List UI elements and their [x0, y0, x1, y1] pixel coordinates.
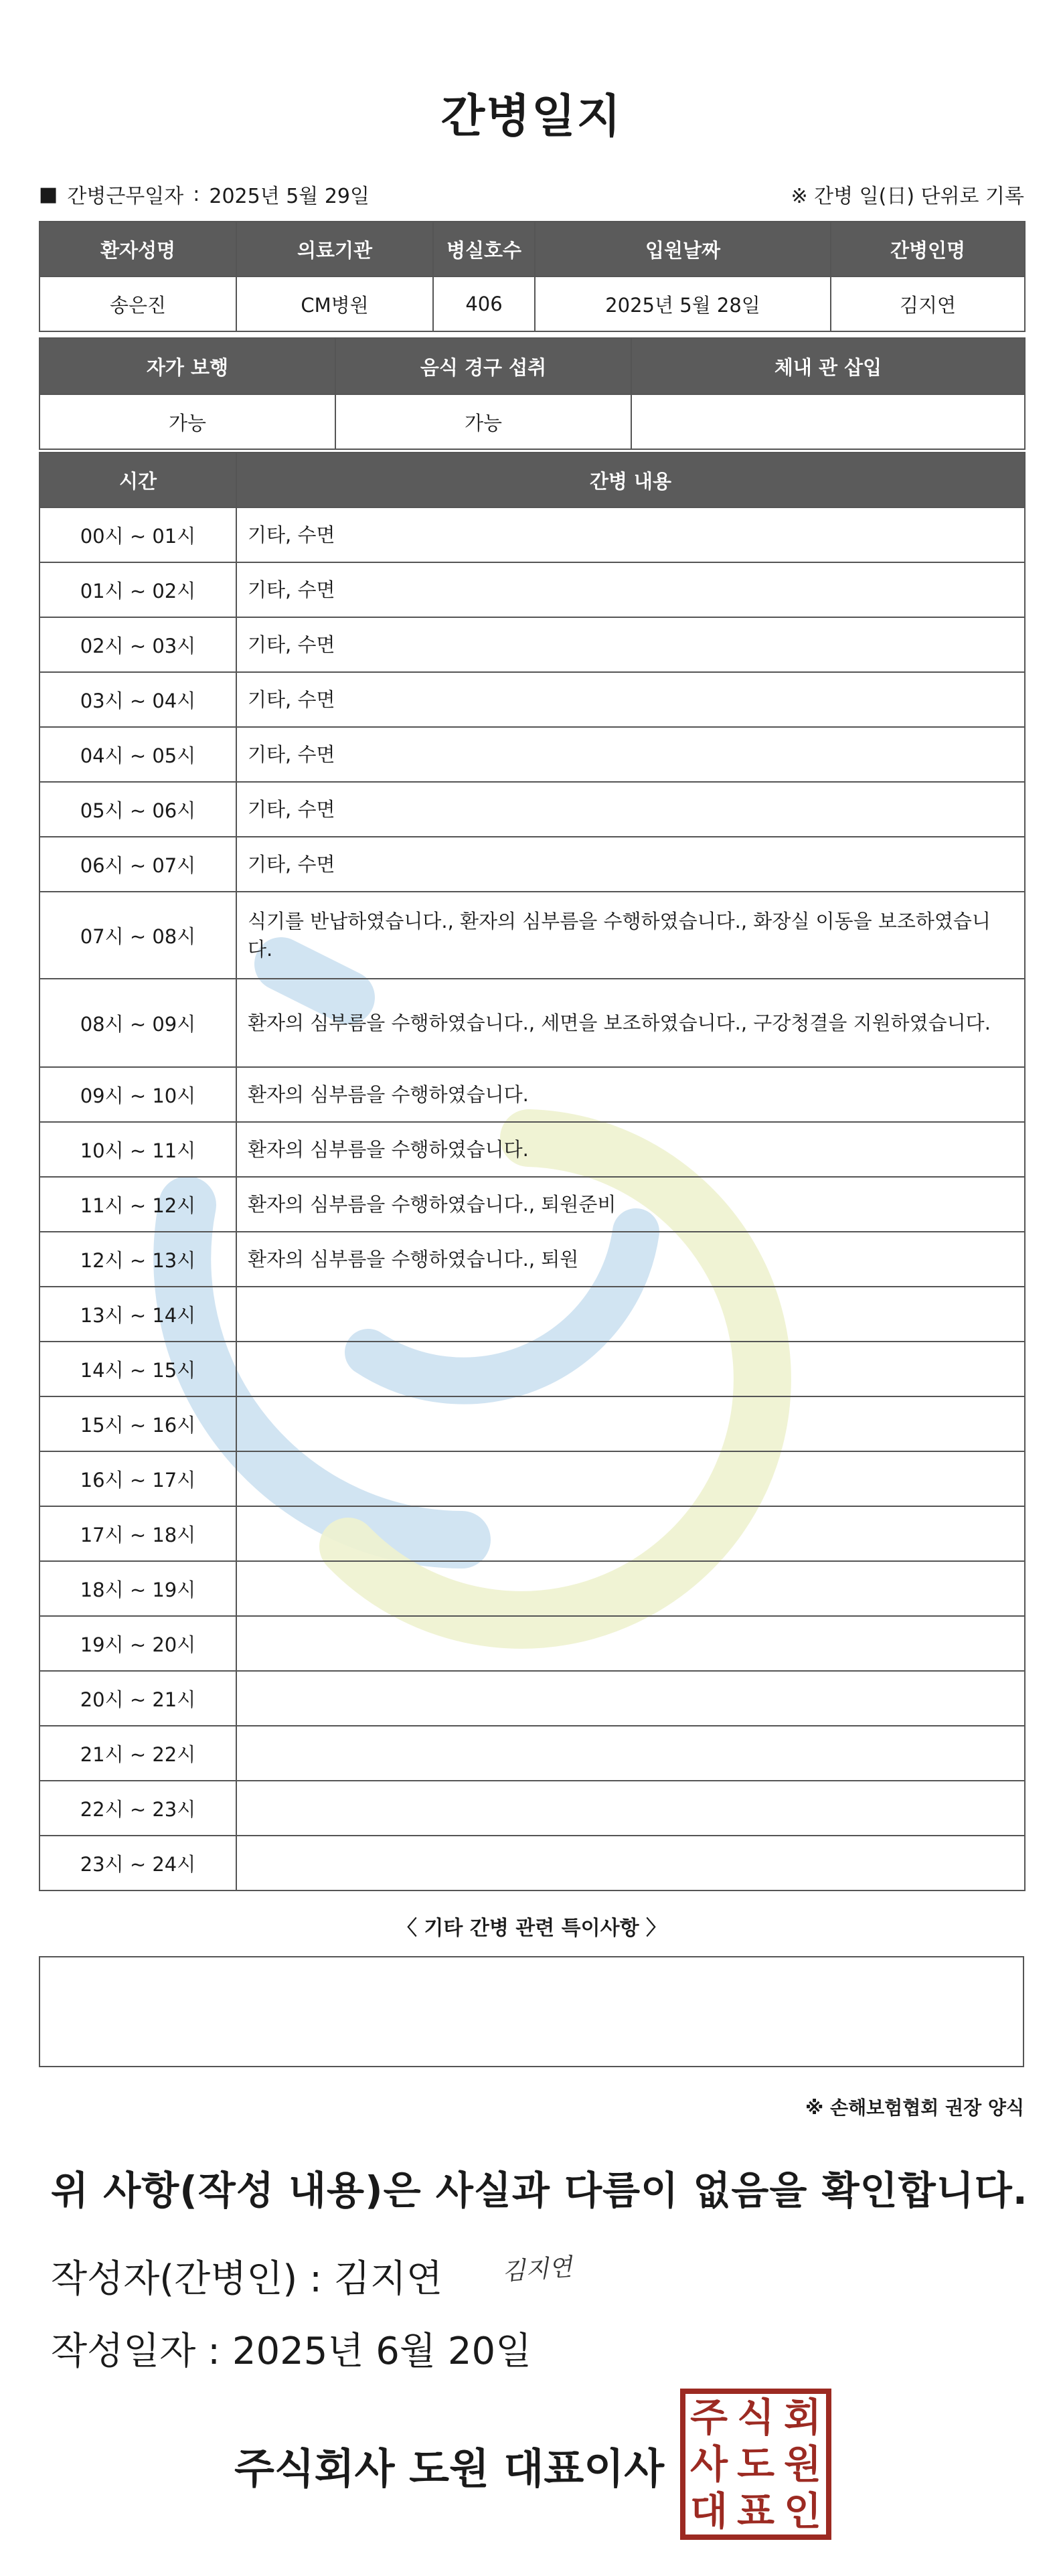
handwritten-signature: 김지연 — [501, 2253, 573, 2286]
header-walking: 자가 보행 — [39, 338, 335, 394]
time-cell: 20시 ~ 21시 — [39, 1671, 236, 1726]
time-cell: 22시 ~ 23시 — [39, 1781, 236, 1836]
header-tube: 체내 관 삽입 — [631, 338, 1025, 394]
content-cell: 기타, 수면 — [236, 837, 1025, 892]
work-date-label: 간병근무일자 — [67, 185, 184, 208]
table-row — [39, 562, 1025, 617]
time-cell: 02시 ~ 03시 — [39, 617, 236, 672]
record-note: ※ 간병 일(日) 단위로 기록 — [791, 185, 1024, 208]
content-cell — [236, 1671, 1025, 1726]
admission-date: 2025년 5월 28일 — [535, 276, 831, 331]
time-cell: 12시 ~ 13시 — [39, 1232, 236, 1287]
content-cell: 기타, 수면 — [236, 507, 1025, 562]
content-cell: 기타, 수면 — [236, 782, 1025, 837]
content-cell: 식기를 반납하였습니다., 환자의 심부름을 수행하였습니다., 화장실 이동을 보조하였습니다. — [236, 892, 1025, 979]
content-cell — [236, 1616, 1025, 1671]
content-cell — [236, 1561, 1025, 1616]
work-date-separator: : — [193, 182, 200, 206]
table-row — [39, 507, 1025, 562]
written-date-line — [51, 2322, 532, 2375]
header-time: 시간 — [39, 453, 236, 507]
header-oral-intake: 음식 경구 섭취 — [335, 338, 631, 394]
time-cell: 06시 ~ 07시 — [39, 837, 236, 892]
header-room: 병실호수 — [433, 222, 535, 276]
writer-name: 김지연 — [333, 2257, 443, 2301]
time-cell: 18시 ~ 19시 — [39, 1561, 236, 1616]
content-cell: 기타, 수면 — [236, 727, 1025, 782]
content-cell: 환자의 심부름을 수행하였습니다. — [236, 1122, 1025, 1177]
table-row — [39, 1067, 1025, 1122]
table-row — [39, 1726, 1025, 1781]
caregiver-name: 김지연 — [831, 276, 1025, 331]
time-cell: 14시 ~ 15시 — [39, 1342, 236, 1396]
content-cell: 기타, 수면 — [236, 617, 1025, 672]
square-marker: ■ — [39, 182, 58, 206]
written-date-value: 2025년 6월 20일 — [232, 2330, 532, 2373]
content-cell — [236, 1836, 1025, 1890]
time-cell: 01시 ~ 02시 — [39, 562, 236, 617]
time-cell: 05시 ~ 06시 — [39, 782, 236, 837]
work-date-value: 2025년 5월 29일 — [209, 185, 370, 208]
time-cell: 19시 ~ 20시 — [39, 1616, 236, 1671]
time-cell: 21시 ~ 22시 — [39, 1726, 236, 1781]
table-row — [39, 1177, 1025, 1232]
content-cell: 환자의 심부름을 수행하였습니다., 퇴원준비 — [236, 1177, 1025, 1232]
table-row — [39, 979, 1025, 1067]
table-row — [39, 617, 1025, 672]
table-row — [39, 782, 1025, 837]
written-date-label: 작성일자 : — [51, 2330, 221, 2373]
time-cell: 07시 ~ 08시 — [39, 892, 236, 979]
content-cell — [236, 1396, 1025, 1451]
content-cell — [236, 1726, 1025, 1781]
company-seal: 주 식 회 사 도 원 대 표 인 — [680, 2389, 831, 2540]
table-row — [39, 1396, 1025, 1451]
time-cell: 00시 ~ 01시 — [39, 507, 236, 562]
content-cell: 기타, 수면 — [236, 672, 1025, 727]
time-cell: 11시 ~ 12시 — [39, 1177, 236, 1232]
table-row — [39, 1122, 1025, 1177]
company-ceo: 주식회사 도원 대표이사 — [234, 2444, 665, 2493]
care-log-table — [39, 452, 1026, 1891]
document-title: 간병일지 — [440, 90, 623, 143]
writer-line — [51, 2249, 442, 2303]
oral-intake-value: 가능 — [335, 394, 631, 449]
content-cell — [236, 1781, 1025, 1836]
time-cell: 16시 ~ 17시 — [39, 1451, 236, 1506]
table-row — [39, 1781, 1025, 1836]
time-cell: 17시 ~ 18시 — [39, 1506, 236, 1561]
content-cell — [236, 1342, 1025, 1396]
time-cell: 10시 ~ 11시 — [39, 1122, 236, 1177]
table-row — [39, 1232, 1025, 1287]
confirm-statement: 위 사항(작성 내용)은 사실과 다름이 없음을 확인합니다. — [51, 2168, 1028, 2213]
patient-name: 송은진 — [39, 276, 236, 331]
work-date — [39, 179, 370, 209]
table-row — [39, 1451, 1025, 1506]
table-row — [39, 1671, 1025, 1726]
content-cell — [236, 1506, 1025, 1561]
header-content: 간병 내용 — [236, 453, 1025, 507]
recommend-note: ※ 손해보험협회 권장 양식 — [805, 2097, 1024, 2119]
room-number: 406 — [433, 276, 535, 331]
time-cell: 08시 ~ 09시 — [39, 979, 236, 1067]
table-row — [39, 1287, 1025, 1342]
time-cell: 09시 ~ 10시 — [39, 1067, 236, 1122]
content-cell: 환자의 심부름을 수행하였습니다., 세면을 보조하였습니다., 구강청결을 지원하였습니다. — [236, 979, 1025, 1067]
tube-value — [631, 394, 1025, 449]
time-cell: 23시 ~ 24시 — [39, 1836, 236, 1890]
table-row — [39, 837, 1025, 892]
content-cell — [236, 1287, 1025, 1342]
time-cell: 15시 ~ 16시 — [39, 1396, 236, 1451]
header-patient-name: 환자성명 — [39, 222, 236, 276]
other-notes-box — [39, 1956, 1024, 2067]
patient-info-table — [39, 221, 1026, 332]
table-row — [39, 892, 1025, 979]
content-cell — [236, 1451, 1025, 1506]
time-cell: 04시 ~ 05시 — [39, 727, 236, 782]
header-admission-date: 입원날짜 — [535, 222, 831, 276]
table-row — [39, 672, 1025, 727]
other-notes-title: 〈 기타 간병 관련 특이사항 〉 — [396, 1917, 667, 1940]
table-row — [39, 727, 1025, 782]
header-caregiver: 간병인명 — [831, 222, 1025, 276]
table-row — [39, 1561, 1025, 1616]
table-row — [39, 1836, 1025, 1890]
ability-table — [39, 337, 1026, 450]
table-row — [39, 1616, 1025, 1671]
time-cell: 03시 ~ 04시 — [39, 672, 236, 727]
writer-label: 작성자(간병인) : — [51, 2257, 322, 2301]
institution: CM병원 — [236, 276, 433, 331]
content-cell: 환자의 심부름을 수행하였습니다., 퇴원 — [236, 1232, 1025, 1287]
walking-value: 가능 — [39, 394, 335, 449]
table-row — [39, 1342, 1025, 1396]
header-institution: 의료기관 — [236, 222, 433, 276]
time-cell: 13시 ~ 14시 — [39, 1287, 236, 1342]
content-cell: 환자의 심부름을 수행하였습니다. — [236, 1067, 1025, 1122]
content-cell: 기타, 수면 — [236, 562, 1025, 617]
table-row — [39, 1506, 1025, 1561]
